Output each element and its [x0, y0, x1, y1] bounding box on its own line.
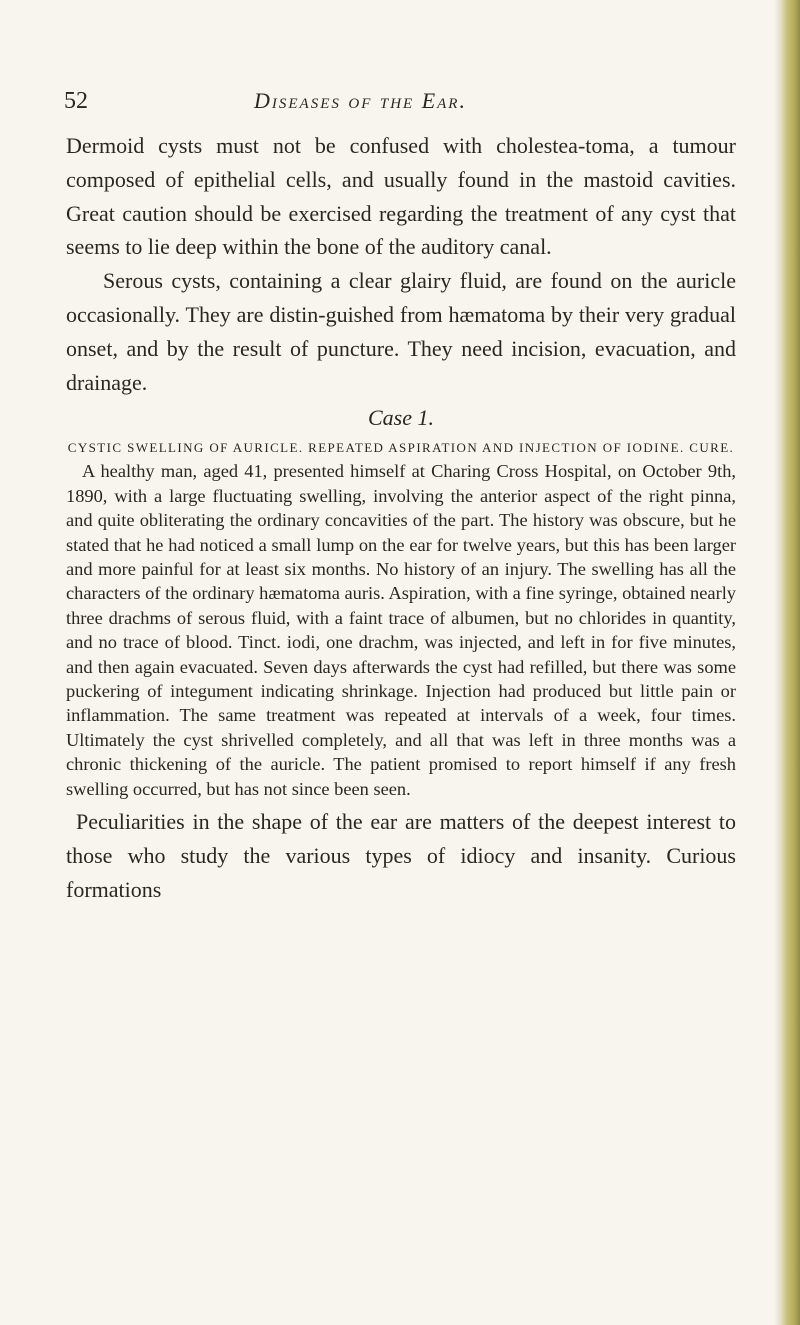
paragraph-serous-cysts: Serous cysts, containing a clear glairy fluid, are found on the auricle occasionally. They are distin-guished from hæmatoma by their very gradual onset, and by the result of puncture. They need incision, evacuation, and drainage.	[66, 268, 736, 395]
paragraph-dermoid-cysts: Dermoid cysts must not be confused with cholestea-toma, a tumour composed of epithelial cells, and usually found in the mastoid cavities. Great caution should be exercised regarding the treatment of any cyst that seems to lie deep within the bone of the auditory canal.	[66, 133, 736, 260]
case-report: A healthy man, aged 41, presented himself at Charing Cross Hospital, on October 9th, 1890, with a large fluctuating swelling, involving the anterior aspect of the right pinna, and quite obliterating the ordinary concavities of the part. The history was obscure, but he stated that he had noticed a small lump on the ear for twelve years, but this has been larger and more painful for at least six months. No history of an injury. The swelling has all the characters of the ordinary hæmatoma auris. Aspiration, with a fine syringe, obtained nearly three drachms of serous fluid, with a faint trace of albumen, but no chlorides in quantity, and no trace of blood. Tinct. iodi, one drachm, was injected, and left in for five minutes, and then again evacuated. Seven days afterwards the cyst had refilled, but there was some puckering of integument indicating shrinkage. Injection had produced but little pain or inflammation. The same treatment was repeated at intervals of a week, four times. Ultimately the cyst shrivelled completely, and all that was left in three months was a chronic thickening of the auricle. The patient promised to report himself if any fresh swelling occurred, but has not since been seen.	[66, 461, 736, 799]
page-number: 52	[64, 88, 88, 114]
body-text	[66, 129, 736, 906]
running-head: Diseases of the Ear.	[254, 88, 467, 113]
page-header	[64, 86, 744, 116]
paragraph-peculiarities: Peculiarities in the shape of the ear are matters of the deepest interest to those who study the various types of idiocy and insanity. Curious formations	[66, 809, 736, 902]
case-title: Case 1.	[368, 405, 434, 431]
case-subtitle: CYSTIC SWELLING OF AURICLE. REPEATED ASPIRATION AND INJECTION OF IODINE. CURE.	[67, 440, 735, 456]
page-edge	[780, 0, 800, 1325]
